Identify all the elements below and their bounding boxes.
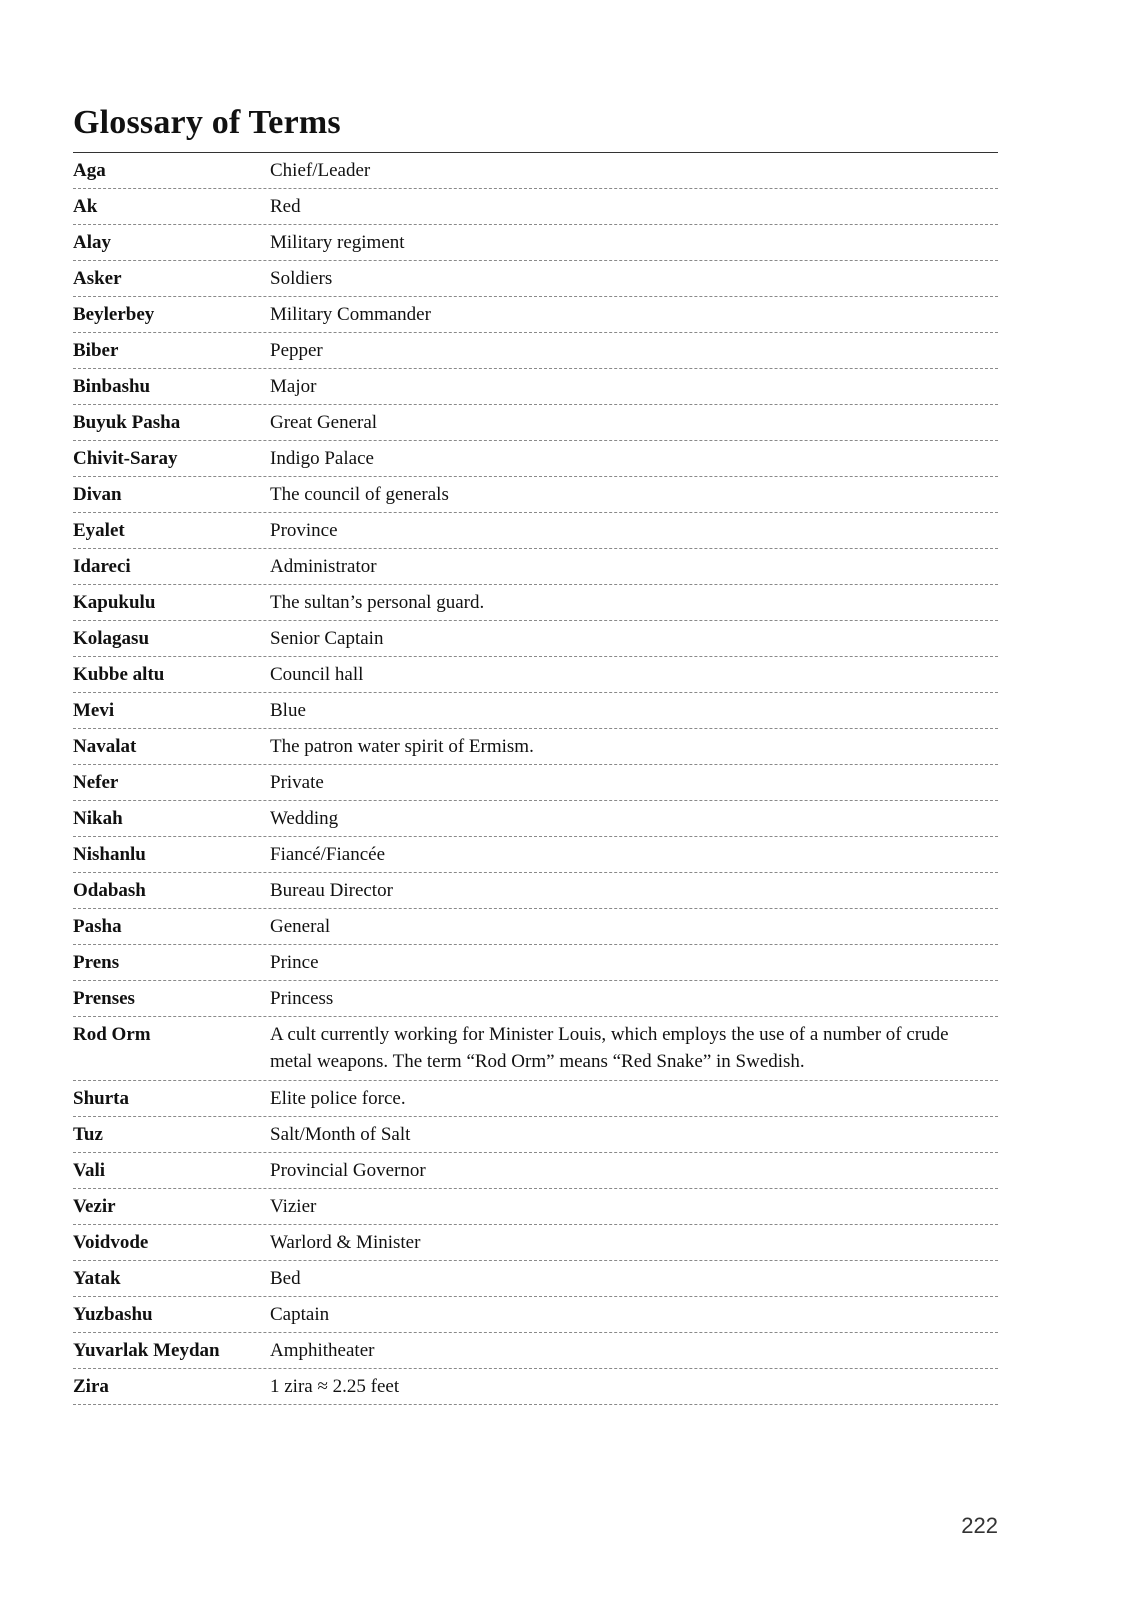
- glossary-definition: Great General: [270, 412, 378, 433]
- glossary-row: [73, 1153, 998, 1189]
- glossary-term: Nikah: [73, 808, 123, 829]
- glossary-row: [73, 189, 998, 225]
- glossary-term: Vezir: [73, 1196, 116, 1217]
- glossary-definition: Amphitheater: [270, 1340, 375, 1361]
- glossary-row: [73, 333, 998, 369]
- glossary-definition: The sultan’s personal guard.: [270, 592, 485, 613]
- glossary-definition: Vizier: [270, 1196, 317, 1217]
- glossary-term: Buyuk Pasha: [73, 412, 181, 433]
- glossary-definition: Pepper: [270, 340, 323, 361]
- glossary-term: Prens: [73, 952, 120, 973]
- glossary-row: [73, 405, 998, 441]
- glossary-row: [73, 1017, 998, 1081]
- page-number: 222: [961, 1513, 998, 1538]
- glossary-definition: Princess: [270, 988, 334, 1009]
- glossary-term: Yuzbashu: [73, 1304, 153, 1325]
- glossary-term: Vali: [73, 1160, 106, 1181]
- glossary-definition: Bed: [270, 1268, 301, 1289]
- glossary-definition: Chief/Leader: [270, 160, 371, 181]
- glossary-row: [73, 729, 998, 765]
- glossary-definition: Senior Captain: [270, 628, 384, 649]
- glossary-term: Asker: [73, 268, 122, 289]
- glossary-term: Rod Orm: [73, 1024, 151, 1045]
- glossary-term: Nishanlu: [73, 844, 146, 865]
- page-title: Glossary of Terms: [73, 104, 341, 141]
- glossary-row: [73, 1189, 998, 1225]
- glossary-term: Odabash: [73, 880, 146, 901]
- glossary-definition: Soldiers: [270, 268, 333, 289]
- glossary-row: [73, 585, 998, 621]
- glossary-row: [73, 153, 998, 189]
- glossary-term: Binbashu: [73, 376, 151, 397]
- glossary-row: [73, 837, 998, 873]
- glossary-table: [73, 153, 998, 1405]
- glossary-row: [73, 441, 998, 477]
- glossary-row: [73, 369, 998, 405]
- glossary-term: Mevi: [73, 700, 115, 721]
- glossary-definition: Captain: [270, 1304, 330, 1325]
- glossary-row: [73, 1261, 998, 1297]
- glossary-row: [73, 297, 998, 333]
- glossary-definition: Blue: [270, 700, 306, 721]
- glossary-row: [73, 1081, 998, 1117]
- glossary-definition: Indigo Palace: [270, 448, 374, 469]
- glossary-row: [73, 909, 998, 945]
- glossary-term: Navalat: [73, 736, 137, 757]
- glossary-row: [73, 261, 998, 297]
- glossary-definition: Military regiment: [270, 232, 405, 253]
- glossary-term: Eyalet: [73, 520, 125, 541]
- glossary-definition: Province: [270, 520, 338, 541]
- glossary-definition: The patron water spirit of Ermism.: [270, 736, 534, 757]
- glossary-definition: Fiancé/Fiancée: [270, 844, 386, 865]
- glossary-row: [73, 1225, 998, 1261]
- glossary-term: Pasha: [73, 916, 122, 937]
- glossary-row: [73, 1369, 998, 1405]
- glossary-row: [73, 1297, 998, 1333]
- glossary-term: Shurta: [73, 1088, 129, 1109]
- glossary-term: Zira: [73, 1376, 109, 1397]
- glossary-term: Yuvarlak Meydan: [73, 1340, 220, 1361]
- glossary-term: Chivit-Saray: [73, 448, 178, 469]
- glossary-definition: Major: [270, 376, 317, 397]
- glossary-row: [73, 477, 998, 513]
- glossary-row: [73, 621, 998, 657]
- glossary-definition: Red: [270, 196, 301, 217]
- glossary-term: Biber: [73, 340, 119, 361]
- glossary-row: [73, 873, 998, 909]
- glossary-definition: Wedding: [270, 808, 339, 829]
- glossary-definition: Private: [270, 772, 324, 793]
- glossary-row: [73, 1333, 998, 1369]
- glossary-term: Prenses: [73, 988, 135, 1009]
- glossary-term: Ak: [73, 196, 98, 217]
- glossary-row: [73, 765, 998, 801]
- glossary-definition: A cult currently working for Minister Louis, which employs the use of a number of crude metal weapons. The term “Rod Orm” means “Red Snake” in Swedish.: [270, 1024, 949, 1072]
- glossary-definition: Prince: [270, 952, 319, 973]
- glossary-row: [73, 225, 998, 261]
- glossary-row: [73, 693, 998, 729]
- glossary-definition: Provincial Governor: [270, 1160, 426, 1181]
- glossary-row: [73, 513, 998, 549]
- glossary-definition: Council hall: [270, 664, 364, 685]
- glossary-term: Tuz: [73, 1124, 103, 1145]
- glossary-term: Yatak: [73, 1268, 121, 1289]
- glossary-definition: The council of generals: [270, 484, 449, 505]
- glossary-term: Aga: [73, 160, 106, 181]
- glossary-term: Kolagasu: [73, 628, 150, 649]
- glossary-term: Kubbe altu: [73, 664, 165, 685]
- glossary-definition: 1 zira ≈ 2.25 feet: [270, 1376, 400, 1397]
- glossary-row: [73, 981, 998, 1017]
- glossary-term: Nefer: [73, 772, 119, 793]
- glossary-definition: General: [270, 916, 331, 937]
- glossary-definition: Bureau Director: [270, 880, 393, 901]
- glossary-row: [73, 657, 998, 693]
- glossary-definition: Salt/Month of Salt: [270, 1124, 411, 1145]
- glossary-term: Alay: [73, 232, 111, 253]
- glossary-definition: Warlord & Minister: [270, 1232, 421, 1253]
- glossary-row: [73, 1117, 998, 1153]
- glossary-definition: Elite police force.: [270, 1088, 406, 1109]
- glossary-definition: Military Commander: [270, 304, 431, 325]
- glossary-term: Divan: [73, 484, 122, 505]
- glossary-row: [73, 945, 998, 981]
- glossary-row: [73, 801, 998, 837]
- glossary-row: [73, 549, 998, 585]
- glossary-term: Voidvode: [73, 1232, 149, 1253]
- glossary-term: Kapukulu: [73, 592, 156, 613]
- glossary-definition: Administrator: [270, 556, 377, 577]
- glossary-term: Idareci: [73, 556, 131, 577]
- glossary-term: Beylerbey: [73, 304, 155, 325]
